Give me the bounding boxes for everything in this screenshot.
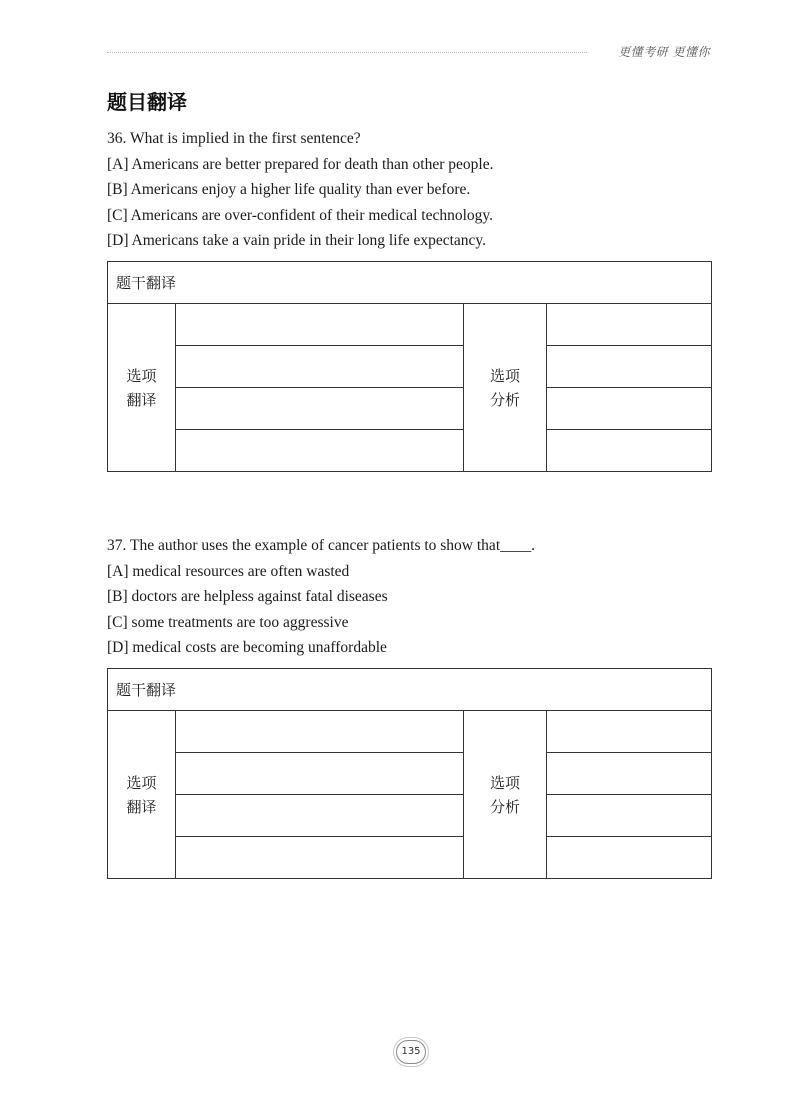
analysis-cell[interactable] [547, 388, 712, 430]
option-analysis-label-line2: 分析 [489, 797, 520, 816]
option-translation-label [108, 711, 176, 879]
translation-cell[interactable] [176, 711, 464, 753]
option-d: [D] medical costs are becoming unaffordable [107, 639, 387, 656]
option-c: [C] Americans are over-confident of their medical technology. [107, 206, 494, 224]
option-analysis-label [464, 711, 547, 879]
option-translation-label-line1: 选项 [126, 366, 157, 385]
translation-cell[interactable] [176, 753, 464, 795]
analysis-cell[interactable] [547, 753, 712, 795]
header-tagline: 更懂考研 更懂你 [618, 45, 710, 59]
option-b: [B] Americans enjoy a higher life quality than ever before. [107, 181, 471, 198]
option-a: [A] medical resources are often wasted [107, 562, 350, 580]
option-d: [D] Americans take a vain pride in their long life expectancy. [107, 232, 487, 249]
stem-translation-label: 题干翻译 [108, 262, 712, 304]
option-analysis-label-line2: 分析 [489, 390, 520, 409]
translation-cell[interactable] [176, 304, 464, 346]
header-rule [107, 52, 587, 53]
question-37 [107, 533, 717, 661]
translation-cell[interactable] [176, 430, 464, 472]
question-stem: 36. What is implied in the first sentence? [107, 130, 361, 147]
translation-cell[interactable] [176, 795, 464, 837]
answer-table-36 [107, 261, 712, 472]
option-b: [B] doctors are helpless against fatal diseases [107, 588, 388, 605]
option-translation-label-line2: 翻译 [126, 390, 157, 409]
stem-translation-label: 题干翻译 [108, 669, 712, 711]
analysis-cell[interactable] [547, 795, 712, 837]
page-number: 135 [396, 1040, 426, 1064]
translation-cell[interactable] [176, 388, 464, 430]
translation-cell[interactable] [176, 346, 464, 388]
option-analysis-label [464, 304, 547, 472]
analysis-cell[interactable] [547, 430, 712, 472]
analysis-cell[interactable] [547, 304, 712, 346]
analysis-cell[interactable] [547, 711, 712, 753]
option-a: [A] Americans are better prepared for death than other people. [107, 155, 494, 173]
question-36 [107, 126, 717, 254]
option-translation-label-line2: 翻译 [126, 797, 157, 816]
question-stem: 37. The author uses the example of cancer patients to show that____. [107, 537, 535, 554]
option-analysis-label-line1: 选项 [489, 773, 520, 792]
option-c: [C] some treatments are too aggressive [107, 613, 349, 631]
section-title: 题目翻译 [107, 90, 187, 114]
analysis-cell[interactable] [547, 346, 712, 388]
option-translation-label-line1: 选项 [126, 773, 157, 792]
option-translation-label [108, 304, 176, 472]
translation-cell[interactable] [176, 837, 464, 879]
answer-table-37 [107, 668, 712, 879]
analysis-cell[interactable] [547, 837, 712, 879]
option-analysis-label-line1: 选项 [489, 366, 520, 385]
